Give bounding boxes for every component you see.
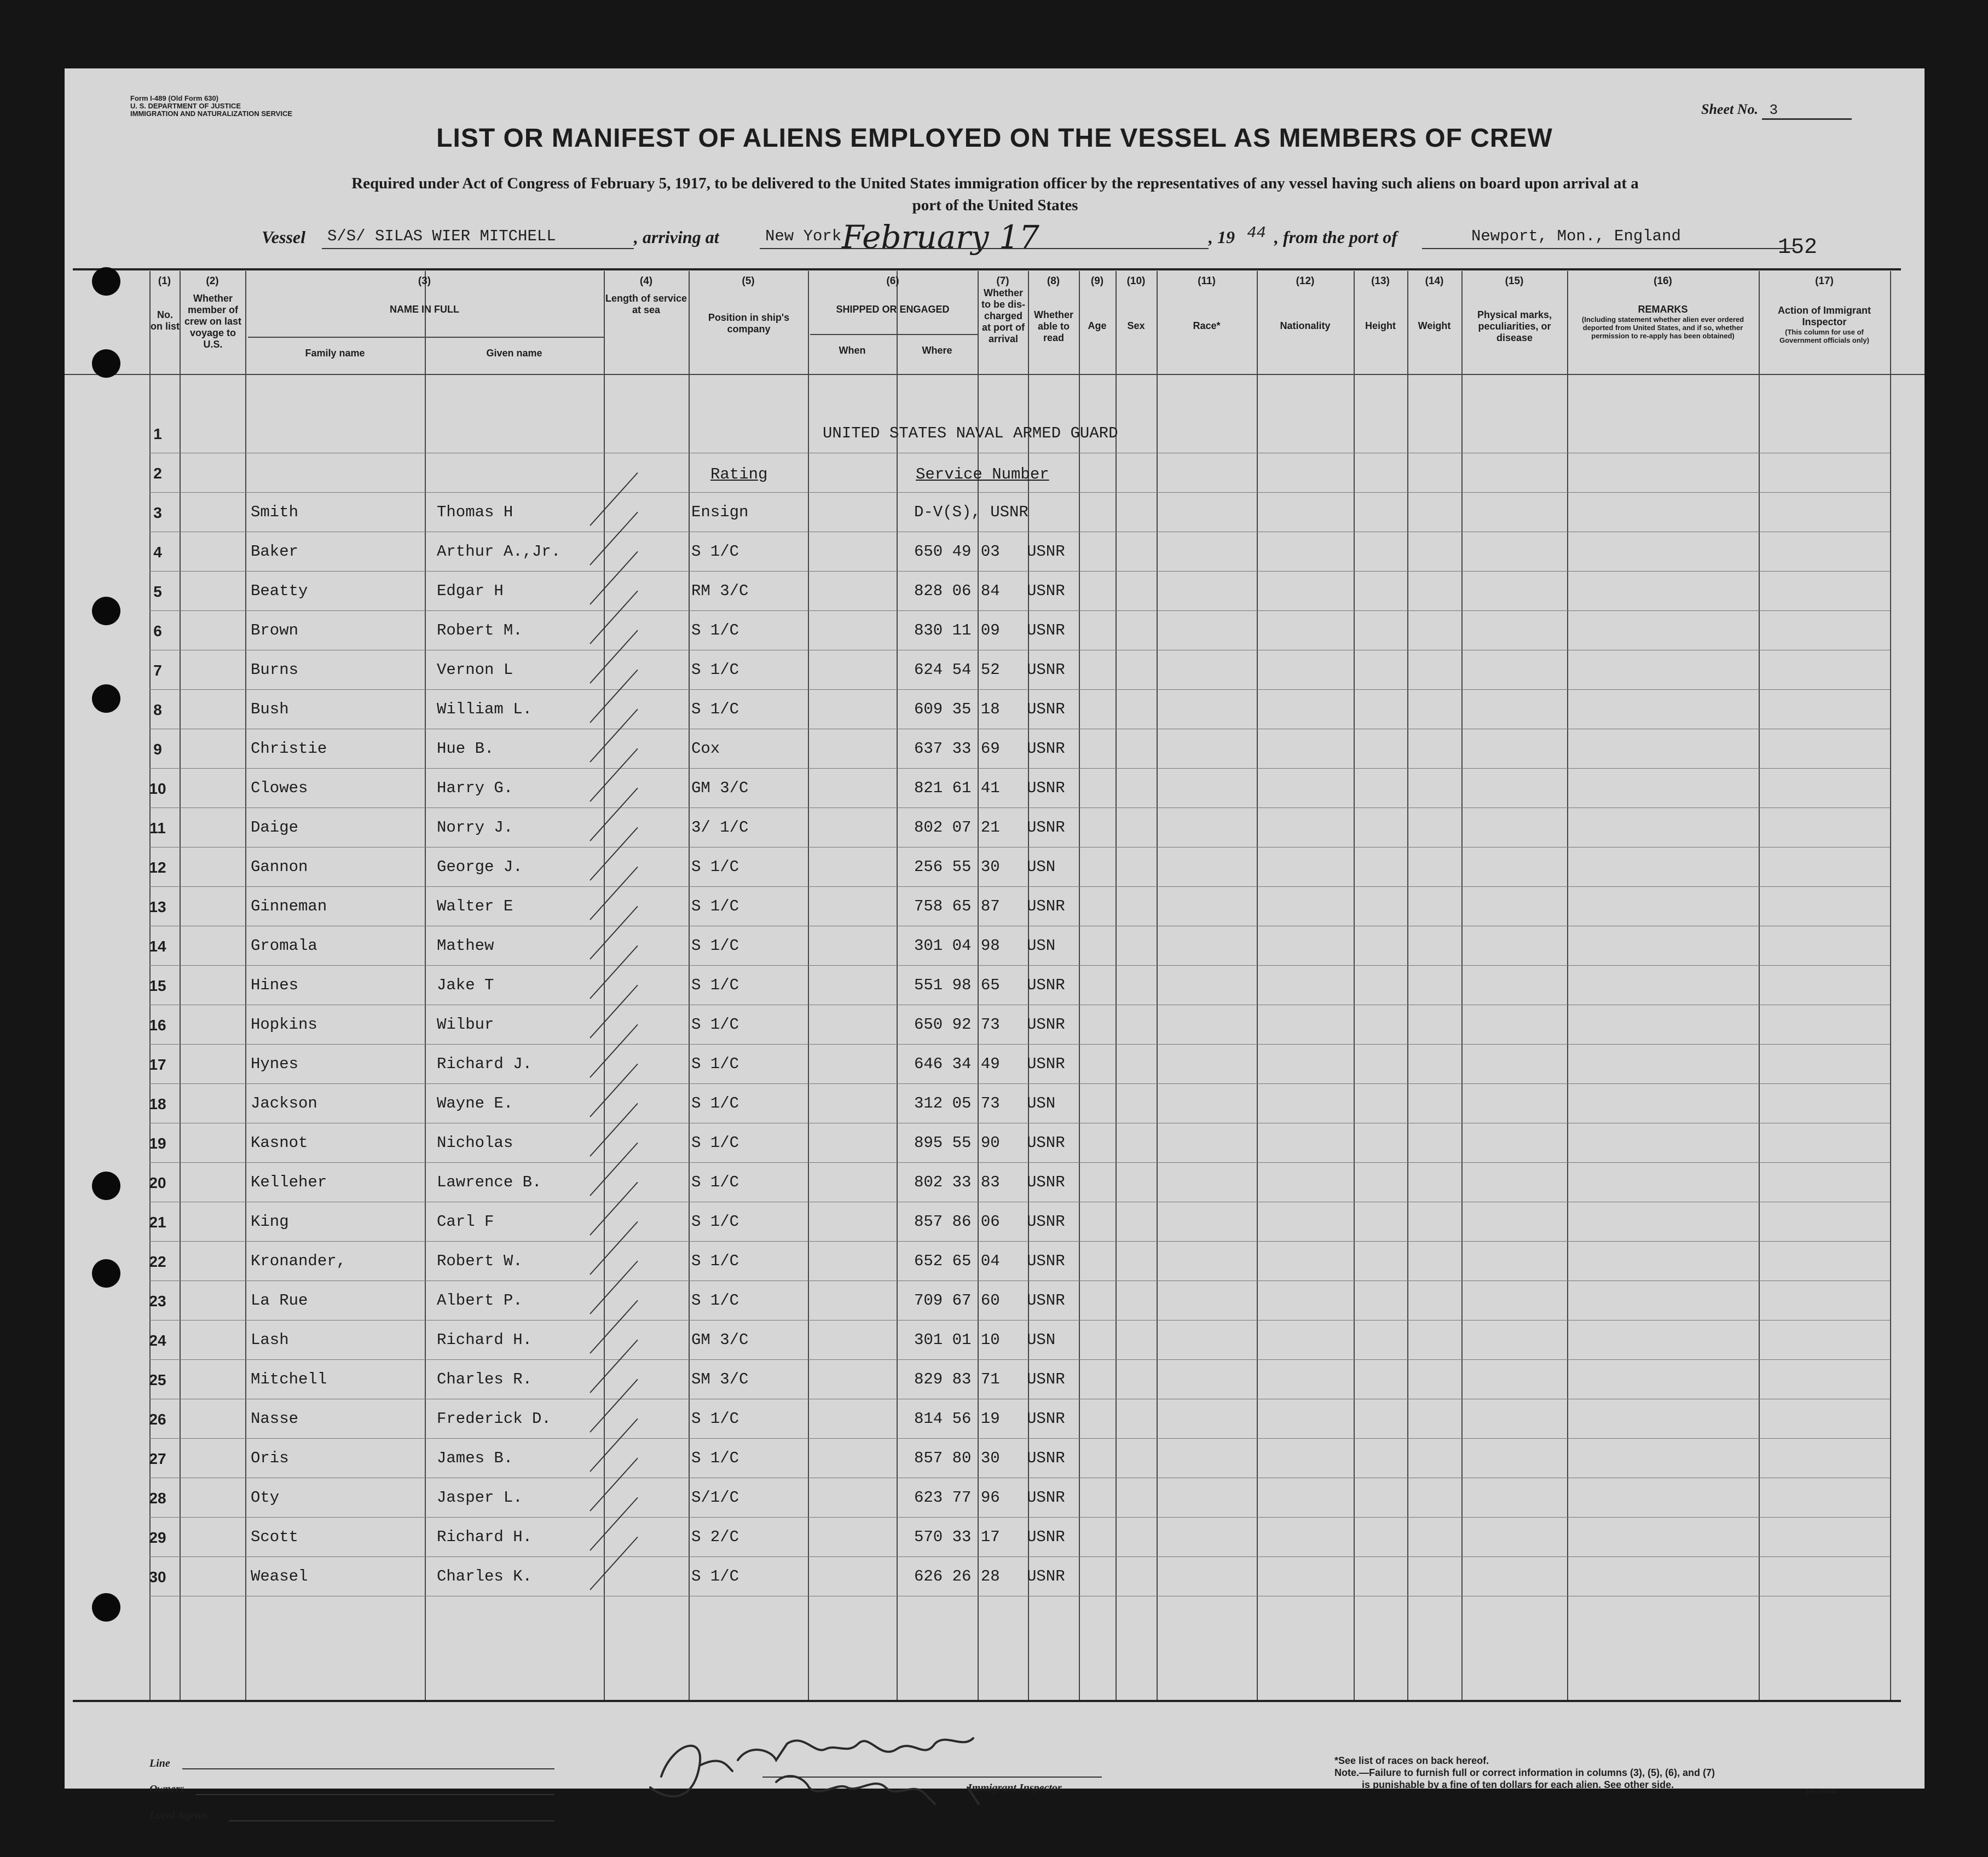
service-branch: USNR (1027, 1291, 1065, 1310)
inspector-action-detail: (This column for use of Government officials only) (1779, 328, 1869, 344)
service-number: 758 65 87 (914, 897, 1000, 915)
row-number: 14 (149, 938, 166, 955)
given-name: Norry J. (437, 818, 513, 837)
column-header-remarks (1567, 304, 1759, 340)
column-number: (7) (996, 275, 1009, 287)
given-name: Robert W. (437, 1252, 523, 1270)
punch-hole (92, 597, 120, 625)
document-subtitle (174, 172, 1816, 216)
column-number: (6) (886, 275, 899, 287)
row-number: 18 (149, 1095, 166, 1112)
service-number: 828 06 84 (914, 582, 1000, 600)
rating: RM 3/C (691, 582, 749, 600)
service-number: 646 34 49 (914, 1055, 1000, 1073)
service-number: 829 83 71 (914, 1370, 1000, 1388)
given-name: Jake T (437, 976, 494, 994)
given-name: Arthur A.,Jr. (437, 543, 561, 561)
given-name: Jasper L. (437, 1489, 523, 1507)
column-number: (5) (742, 275, 755, 287)
footnote-races: *See list of races on back hereof. (1334, 1755, 1489, 1766)
service-number: 626 26 28 (914, 1567, 1000, 1585)
family-name: Kelleher (251, 1173, 327, 1191)
service-branch: USNR (1027, 700, 1065, 718)
service-number: 623 77 96 (914, 1489, 1000, 1507)
column-header-inspector-action (1759, 305, 1890, 344)
service-number: 830 11 09 (914, 621, 1000, 639)
row-number: 4 (153, 544, 162, 561)
punch-hole (92, 267, 120, 296)
rating: S/1/C (691, 1489, 739, 1507)
vessel-name: S/S/ SILAS WIER MITCHELL (327, 227, 556, 245)
footnote-penalty-1: Note.—Failure to furnish full or correct information in columns (3), (5), (6), and (7) (1334, 1767, 1715, 1778)
given-name: Wilbur (437, 1016, 494, 1034)
rating: S 1/C (691, 1055, 739, 1073)
sheet-number-label: Sheet No. (1701, 101, 1758, 117)
service-branch: USNR (1027, 818, 1065, 837)
service-number: 570 33 17 (914, 1528, 1000, 1546)
rating: S 1/C (691, 1410, 739, 1428)
row-number: 3 (153, 504, 162, 521)
service-branch: USNR (1027, 1567, 1065, 1585)
form-id-line: Form I-489 (Old Form 630) (130, 94, 219, 102)
punch-hole (92, 349, 120, 378)
rating: S 2/C (691, 1528, 739, 1546)
form-id-line: IMMIGRATION AND NATURALIZATION SERVICE (130, 109, 293, 118)
family-name: La Rue (251, 1291, 308, 1310)
column-header-position: Position in ship's company (708, 312, 790, 335)
family-name: Smith (251, 503, 299, 521)
row-number: 16 (149, 1017, 166, 1034)
service-branch: USN (1027, 1331, 1056, 1349)
document-title: LIST OR MANIFEST OF ALIENS EMPLOYED ON THE VESSEL AS MEMBERS OF CREW (436, 124, 1553, 153)
column-header-family-name: Family name (305, 348, 365, 359)
service-branch: USNR (1027, 976, 1065, 994)
ditto-tick-mark (590, 1537, 638, 1590)
rating: SM 3/C (691, 1370, 749, 1388)
column-number: (2) (206, 275, 219, 287)
rating-subheading: Rating (710, 465, 768, 483)
family-name: Lash (251, 1331, 289, 1349)
column-header-weight: Weight (1418, 320, 1451, 331)
service-branch: USNR (1027, 1173, 1065, 1191)
rating: S 1/C (691, 1252, 739, 1270)
service-branch: USN (1027, 937, 1056, 955)
form-identifier (130, 95, 360, 118)
column-header-where: Where (922, 345, 952, 356)
service-branch: USNR (1027, 779, 1065, 797)
family-name: Clowes (251, 779, 308, 797)
given-name: Richard H. (437, 1331, 533, 1349)
row-number: 20 (149, 1174, 166, 1191)
footnote (1334, 1755, 1827, 1791)
column-header-length-service: Length of service at sea (605, 293, 687, 315)
service-number: 650 92 73 (914, 1016, 1000, 1034)
line-label: Line (149, 1757, 170, 1769)
service-number: 312 05 73 (914, 1094, 1000, 1112)
row-number: 8 (153, 701, 162, 718)
row-number: 10 (149, 780, 166, 797)
service-branch: USN (1027, 1094, 1056, 1112)
service-number: 650 49 03 (914, 543, 1000, 561)
vessel-label: Vessel (262, 227, 305, 247)
rating: S 1/C (691, 976, 739, 994)
service-branch: USNR (1027, 1370, 1065, 1388)
column-number: (14) (1425, 275, 1444, 287)
column-header-race: Race* (1193, 320, 1221, 331)
given-name: Nicholas (437, 1134, 513, 1152)
given-name: Vernon L (437, 661, 513, 679)
column-header-when: When (839, 345, 866, 356)
rating: S 1/C (691, 1449, 739, 1467)
given-name: Richard J. (437, 1055, 533, 1073)
from-port: Newport, Mon., England (1471, 227, 1681, 245)
owners-label: Owners (149, 1783, 184, 1795)
service-branch: USNR (1027, 661, 1065, 679)
service-branch: USNR (1027, 582, 1065, 600)
column-number: (16) (1654, 275, 1672, 287)
row-number: 24 (149, 1332, 166, 1349)
service-branch: USNR (1027, 1055, 1065, 1073)
row-number: 29 (149, 1529, 166, 1546)
given-name: Thomas H (437, 503, 513, 521)
column-header-physical-marks: Physical marks, peculiarities, or disease (1477, 309, 1552, 343)
subtitle-line: port of the United States (912, 197, 1078, 214)
row-number: 22 (149, 1253, 166, 1270)
family-name: Jackson (251, 1094, 317, 1112)
rating: S 1/C (691, 858, 739, 876)
row-number: 9 (153, 741, 162, 758)
row-number: 12 (149, 859, 166, 876)
column-header-nationality: Nationality (1280, 320, 1331, 331)
rating: S 1/C (691, 1134, 739, 1152)
row-number: 27 (149, 1450, 166, 1467)
rating: S 1/C (691, 897, 739, 915)
given-name: Frederick D. (437, 1410, 551, 1428)
given-name: George J. (437, 858, 523, 876)
service-number: 895 55 90 (914, 1134, 1000, 1152)
row-number: 7 (153, 662, 162, 679)
given-name: Harry G. (437, 779, 513, 797)
family-name: Nasse (251, 1410, 299, 1428)
vessel-line (65, 218, 1925, 266)
manifest-sheet (65, 68, 1925, 1821)
given-name: Albert P. (437, 1291, 523, 1310)
family-name: Beatty (251, 582, 308, 600)
rating: S 1/C (691, 1016, 739, 1034)
family-name: Mitchell (251, 1370, 327, 1388)
arriving-label: , arriving at (634, 227, 719, 247)
page-number: 152 (1778, 235, 1818, 260)
rating: Cox (691, 740, 720, 758)
row-number: 28 (149, 1490, 166, 1507)
given-name: Richard H. (437, 1528, 533, 1546)
service-branch: USNR (1027, 1410, 1065, 1428)
family-name: Hopkins (251, 1016, 317, 1034)
column-header-height: Height (1365, 320, 1396, 331)
column-header-no: No. on list (151, 309, 180, 332)
row-number: 26 (149, 1411, 166, 1428)
remarks-label: REMARKS (1638, 304, 1688, 315)
service-number: 301 01 10 (914, 1331, 1000, 1349)
service-number: 301 04 98 (914, 937, 1000, 955)
column-header-discharged: Whether to be dis-charged at port of arrival (981, 287, 1025, 344)
given-name: William L. (437, 700, 533, 718)
row-number: 6 (153, 622, 162, 639)
column-number: (17) (1815, 275, 1834, 287)
column-number: (3) (418, 275, 431, 287)
rating: S 1/C (691, 1291, 739, 1310)
service-number: 857 80 30 (914, 1449, 1000, 1467)
row-number: 13 (149, 898, 166, 915)
service-number: 609 35 18 (914, 700, 1000, 718)
service-branch: USNR (1027, 621, 1065, 639)
family-name: Bush (251, 700, 289, 718)
service-branch: USN (1027, 858, 1056, 876)
row-number: 2 (153, 465, 162, 482)
rating: GM 3/C (691, 779, 749, 797)
given-name: Walter E (437, 897, 513, 915)
footnote-penalty-2: is punishable by a fine of ten dollars for each alien. See other side. (1362, 1779, 1674, 1790)
arriving-port: New York (765, 227, 842, 245)
rating: S 1/C (691, 1094, 739, 1112)
year-suffix: 44 (1247, 224, 1266, 242)
column-number: (11) (1198, 275, 1216, 287)
rating: S 1/C (691, 1567, 739, 1585)
service-number: 637 33 69 (914, 740, 1000, 758)
given-name: Mathew (437, 937, 494, 955)
service-branch: USNR (1027, 1449, 1065, 1467)
service-number: 857 86 06 (914, 1213, 1000, 1231)
form-id-line: U. S. DEPARTMENT OF JUSTICE (130, 102, 241, 110)
service-number: 709 67 60 (914, 1291, 1000, 1310)
rating: S 1/C (691, 1213, 739, 1231)
sheet-number (1701, 101, 1852, 120)
given-name: Robert M. (437, 621, 523, 639)
column-header-crew-member: Whether member of crew on last voyage to U.S. (184, 293, 242, 350)
rating: S 1/C (691, 543, 739, 561)
row-number: 23 (149, 1293, 166, 1310)
family-name: Kasnot (251, 1134, 308, 1152)
service-branch: USNR (1027, 1489, 1065, 1507)
given-name: Wayne E. (437, 1094, 513, 1112)
rating: S 1/C (691, 621, 739, 639)
rating: S 1/C (691, 661, 739, 679)
given-name: Carl F (437, 1213, 494, 1231)
family-name: Daige (251, 818, 299, 837)
family-name: Christie (251, 740, 327, 758)
punch-hole (92, 1172, 120, 1200)
column-header-age: Age (1088, 320, 1107, 331)
service-branch: USNR (1027, 897, 1065, 915)
given-name: Charles K. (437, 1567, 533, 1585)
service-branch: USNR (1027, 740, 1065, 758)
sheet-number-value: 3 (1762, 102, 1852, 120)
service-number: 821 61 41 (914, 779, 1000, 797)
family-name: Ginneman (251, 897, 327, 915)
service-branch: USNR (1027, 1213, 1065, 1231)
column-number: (8) (1047, 275, 1060, 287)
given-name: Charles R. (437, 1370, 533, 1388)
family-name: Brown (251, 621, 299, 639)
service-number-subheading: Service Number (916, 465, 1049, 483)
row-number: 30 (149, 1568, 166, 1585)
row-number: 11 (149, 820, 166, 837)
rating: Ensign (691, 503, 749, 521)
service-branch: USNR (1027, 1252, 1065, 1270)
row-number: 1 (153, 425, 162, 442)
family-name: Gromala (251, 937, 317, 955)
arrival-date: February 17 (842, 218, 1039, 256)
section-heading: UNITED STATES NAVAL ARMED GUARD (823, 424, 1118, 442)
family-name: Baker (251, 543, 299, 561)
rating: 3/ 1/C (691, 818, 749, 837)
column-number: (1) (158, 275, 171, 287)
service-number: 551 98 65 (914, 976, 1000, 994)
family-name: Hynes (251, 1055, 299, 1073)
column-number: (13) (1371, 275, 1390, 287)
row-number: 21 (149, 1214, 166, 1231)
column-number: (15) (1505, 275, 1524, 287)
service-number: 652 65 04 (914, 1252, 1000, 1270)
row-number: 25 (149, 1371, 166, 1388)
column-number: (12) (1296, 275, 1315, 287)
service-number: 814 56 19 (914, 1410, 1000, 1428)
family-name: Oty (251, 1489, 280, 1507)
inspector-label: Immigrant Inspector. (968, 1782, 1064, 1794)
column-number: (4) (639, 275, 653, 287)
rating: GM 3/C (691, 1331, 749, 1349)
rating: S 1/C (691, 1173, 739, 1191)
punch-hole (92, 684, 120, 713)
service-number: 256 55 30 (914, 858, 1000, 876)
column-header-able-to-read: Whether able to read (1034, 309, 1073, 343)
punch-hole (92, 1593, 120, 1622)
column-header-shipped-engaged: SHIPPED OR ENGAGED (836, 304, 950, 315)
inspector-signature (639, 1711, 1033, 1820)
column-header-sex: Sex (1127, 320, 1145, 331)
column-number: (9) (1090, 275, 1104, 287)
given-name: Lawrence B. (437, 1173, 542, 1191)
service-branch: USNR (1027, 1134, 1065, 1152)
family-name: Scott (251, 1528, 299, 1546)
service-number: 624 54 52 (914, 661, 1000, 679)
inspector-action-label: Action of Immigrant Inspector (1778, 305, 1871, 327)
family-name: Weasel (251, 1567, 308, 1585)
year-label: , 19 (1209, 227, 1235, 247)
service-branch: USNR (1027, 1016, 1065, 1034)
row-number: 5 (153, 583, 162, 600)
column-number: (10) (1126, 275, 1146, 287)
remarks-detail: (Including statement whether alien ever ordered deported from United States, and if so, whether permission to re-apply has been obtained) (1581, 315, 1744, 340)
service-number: D-V(S), USNR (914, 503, 1028, 521)
family-name: King (251, 1213, 289, 1231)
row-number: 17 (149, 1056, 166, 1073)
service-number: 802 33 83 (914, 1173, 1000, 1191)
rating: S 1/C (691, 700, 739, 718)
service-number: 802 07 21 (914, 818, 1000, 837)
family-name: Burns (251, 661, 299, 679)
service-branch: USNR (1027, 543, 1065, 561)
column-header-given-name: Given name (486, 348, 542, 359)
from-port-label: , from the port of (1274, 227, 1397, 247)
family-name: Hines (251, 976, 299, 994)
column-header-name: NAME IN FULL (390, 304, 459, 315)
service-branch: USNR (1027, 1528, 1065, 1546)
form-code: 10—15040 (1805, 1787, 1837, 1795)
given-name: James B. (437, 1449, 513, 1467)
row-number: 15 (149, 977, 166, 994)
subtitle-line: Required under Act of Congress of February 5, 1917, to be delivered to the United States immigration officer by the representatives of any vessel having such aliens on board upon arrival at a (351, 175, 1639, 192)
family-name: Oris (251, 1449, 289, 1467)
given-name: Edgar H (437, 582, 504, 600)
family-name: Gannon (251, 858, 308, 876)
punch-hole (92, 1259, 120, 1288)
given-name: Hue B. (437, 740, 494, 758)
rating: S 1/C (691, 937, 739, 955)
family-name: Kronander, (251, 1252, 346, 1270)
local-agents-label: Local Agents (149, 1809, 209, 1821)
row-number: 19 (149, 1135, 166, 1152)
